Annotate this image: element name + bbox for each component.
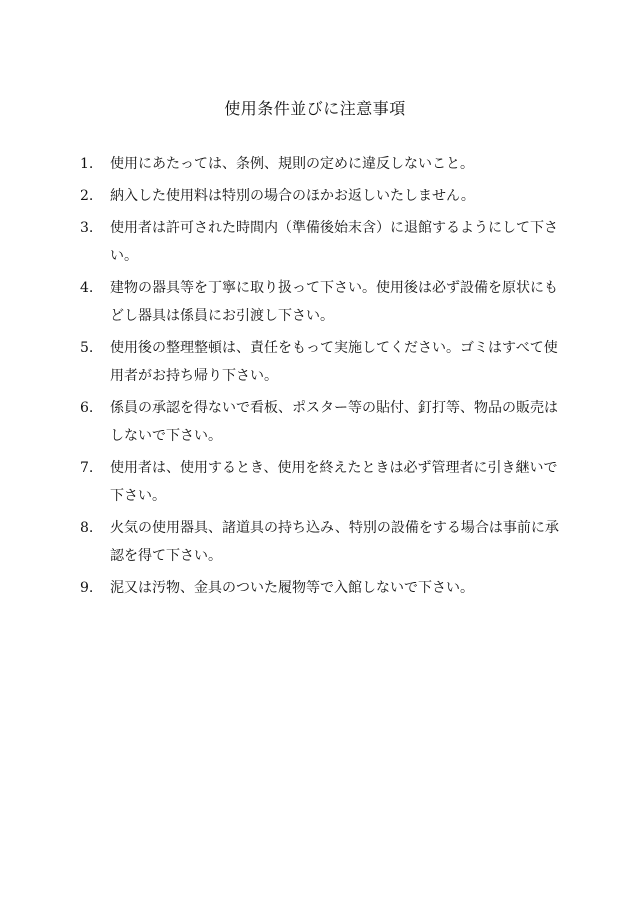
rule-text: 泥又は汚物、金具のついた履物等で入館しないで下さい。 <box>110 580 474 596</box>
rule-item <box>80 182 560 210</box>
rule-text: 建物の器具等を丁寧に取り扱って下さい。使用後は必ず設備を原状にもどし器具は係員にお引渡し下さい。 <box>110 280 558 324</box>
rule-text: 係員の承認を得ないで看板、ポスター等の貼付、釘打等、物品の販売はしないで下さい。 <box>110 400 558 444</box>
rule-number: 5. <box>80 340 94 356</box>
rule-number: 7. <box>80 460 94 476</box>
rule-number: 6. <box>80 400 94 416</box>
rule-item <box>80 454 560 510</box>
rule-item <box>80 394 560 450</box>
rule-item <box>80 274 560 330</box>
rule-item <box>80 334 560 390</box>
document-title: 使用条件並びに注意事項 <box>224 99 406 118</box>
rules-list <box>80 150 560 606</box>
rule-number: 9. <box>80 580 94 596</box>
rule-item <box>80 574 560 602</box>
rule-number: 4. <box>80 280 94 296</box>
rule-text: 使用者は許可された時間内（準備後始末含）に退館するようにして下さい。 <box>110 220 558 264</box>
rule-text: 納入した使用料は特別の場合のほかお返しいたしません。 <box>110 188 475 204</box>
rule-text: 使用にあたっては、条例、規則の定めに違反しないこと。 <box>110 156 474 172</box>
rule-number: 2. <box>80 188 94 204</box>
rule-number: 1. <box>80 156 94 172</box>
rule-item <box>80 514 560 570</box>
rule-item <box>80 150 560 178</box>
rule-text: 火気の使用器具、諸道具の持ち込み、特別の設備をする場合は事前に承認を得て下さい。 <box>110 520 559 564</box>
rule-text: 使用者は、使用するとき、使用を終えたときは必ず管理者に引き継いで下さい。 <box>110 460 558 504</box>
rule-number: 8. <box>80 520 94 536</box>
rule-text: 使用後の整理整頓は、責任をもって実施してください。ゴミはすべて使用者がお持ち帰り下さい。 <box>110 340 558 384</box>
rule-number: 3. <box>80 220 94 236</box>
rule-item <box>80 214 560 270</box>
